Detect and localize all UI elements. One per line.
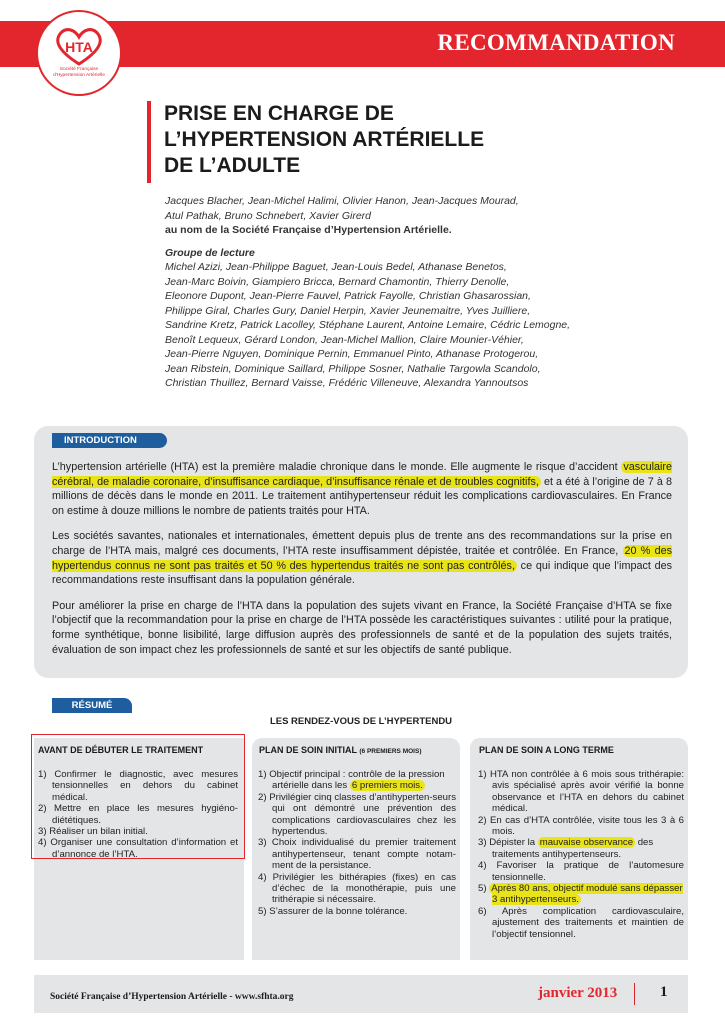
list-item	[258, 769, 456, 792]
recommandation-banner: RECOMMANDATION	[437, 30, 675, 55]
resume-tag: RÉSUMÉ	[52, 698, 132, 713]
col3-item5-number: 5)	[478, 883, 490, 895]
intro-paragraph-3: Pour améliorer la prise en charge de l’HTA dans la population des sujets vivant en France, la Société Française d’HTA se fixe l’objectif que la recommandation pour la prise en charge de l’HTA possède les caractéristiques suivantes : utilité pour la pratique, forme synthétique, bonne lisibilité, large diffusion auprès des professionnels de santé et de la population des sujets traités, évaluation de son impact chez les professionnels de santé et sur les objectifs de santé publique.	[52, 599, 672, 656]
reading-group-line: Philippe Giral, Charles Gury, Daniel Herpin, Xavier Jeunemaitre, Yves Juilliere,	[165, 304, 531, 317]
title-line3: DE L’ADULTE	[164, 154, 301, 177]
col3-item3-text: 3) Dépister la	[478, 837, 538, 849]
introduction-text	[52, 460, 672, 668]
logo-caption-line2: d'Hypertension Artérielle	[53, 72, 105, 78]
heart-icon	[38, 12, 120, 94]
col2-title-main: PLAN DE SOIN INITIAL	[259, 745, 357, 755]
intro-p2-text: Les sociétés savantes, nationales et internationales, émettent depuis plus de trente ans des recommandations sur la prise en charge de l’HTA mais, malgré ces documents, l’HTA reste insuffisamment dépistée, traitée et contrôlée. En France,	[52, 530, 672, 557]
reading-group-line: Jean-Marc Boivin, Giampiero Bricca, Bernard Chamontin, Thierry Denolle,	[165, 275, 510, 288]
title-line1: PRISE EN CHARGE DE	[164, 102, 394, 125]
list-item: 2) Privilégier cinq classes d’antihyperten-seurs qui ont démontré une prévention des complications cardiovasculaires chez les hypertendus.	[258, 791, 456, 838]
footer-divider	[634, 983, 635, 1005]
logo-letters: HTA	[65, 39, 93, 55]
list-item	[478, 883, 684, 906]
intro-p1-text-end: et a été à l’origine de 7 à 8 millions de décès dans le monde en 2011. Le traitement antihypertenseur réduit les complications cardiovasculaires. En France on estime à douze millions le nombre de patients traités pour HTA.	[52, 475, 672, 517]
reading-group-line: Michel Azizi, Jean-Philippe Baguet, Jean-Louis Bedel, Athanase Benetos,	[165, 261, 507, 273]
intro-p1-highlight: vasculaire cérébral, de maladie coronaire, d’insuffisance cardiaque, d’insuffisance rénale et de troubles cognitifs,	[52, 461, 672, 488]
list-item: 2) Mettre en place les mesures hygiéno-diététiques.	[38, 803, 238, 826]
reading-group-line: Jean-Pierre Nguyen, Dominique Pernin, Emmanuel Pinto, Athanase Protogerou,	[165, 348, 539, 360]
col3-item5-highlight: Après 80 ans, objectif modulé sans dépasser 3 antihypertenseurs.	[491, 883, 683, 906]
col2-title	[259, 745, 421, 755]
authors-line2: Atul Pathak, Bruno Schnebert, Xavier Girerd	[165, 209, 372, 222]
col2-list	[258, 769, 456, 917]
list-item: 6) Après complication cardiovasculaire, ajustement des traitements et maintien de l’objectif tensionnel.	[478, 905, 684, 940]
list-item: 5) S’assurer de la bonne tolérance.	[258, 905, 408, 917]
intro-paragraph-2	[52, 529, 672, 587]
list-item: 2) En cas d’HTA contrôlée, visite tous les 3 à 6 mois.	[478, 814, 684, 838]
sfhta-logo	[36, 10, 122, 96]
page-number: 1	[660, 984, 668, 1000]
col2-item1-highlight: 6 premiers mois.	[351, 780, 423, 792]
rendez-vous-title: LES RENDEZ-VOUS DE L’HYPERTENDU	[269, 716, 453, 727]
list-item: 1) HTA non contrôlée à 6 mois sous trithérapie: avis spécialisé après avoir vérifié la bonne observance et l’HTA en dehors du cabinet médical.	[478, 769, 684, 815]
reading-group-line: Jean Ribstein, Dominique Saillard, Philippe Sosner, Nathalie Targowla Scandolo,	[165, 362, 541, 375]
list-item: 1) Confirmer le diagnostic, avec mesures tensionnelles en dehors du cabinet médical.	[38, 769, 238, 803]
list-item: 4) Organiser une consultation d’information et d’annonce de l’HTA.	[38, 837, 238, 860]
reading-group-line: Christian Thuillez, Bernard Vaisse, Frédéric Villeneuve, Alexandra Yannoutsos	[165, 377, 529, 389]
list-item: 3) Choix individualisé du premier traitement antihypertenseur, tenant compte notam-ment de la persistance.	[258, 837, 456, 872]
title-line2: L’HYPERTENSION ARTÉRIELLE	[164, 128, 485, 151]
col3-item3-text-end: des traitements antihypertenseurs.	[492, 837, 654, 860]
list-item: 4) Privilégier les bithérapies (fixes) en cas d’échec de la monothérapie, puis une trithérapie si nécessaire.	[258, 871, 456, 906]
intro-p1-text: L’hypertension artérielle (HTA) est la première maladie chronique dans le monde. Elle augmente le risque d’accident	[52, 461, 622, 473]
reading-group-line: Benoît Lequeux, Gérard London, Jean-Michel Mallion, Claire Mounier-Véhier,	[165, 333, 524, 346]
page-title	[164, 101, 484, 179]
col3-title: PLAN DE SOIN A LONG TERME	[479, 745, 614, 755]
title-accent-bar	[147, 101, 151, 183]
col2-item1-text: 1) Objectif principal : contrôle de la pression artérielle dans les	[258, 769, 445, 792]
list-item: 3) Réaliser un bilan initial.	[38, 826, 148, 838]
col3-list	[478, 769, 684, 940]
footer-society: Société Française d’Hypertension Artérielle - www.sfhta.org	[50, 992, 294, 1002]
authors-block	[165, 194, 685, 391]
list-item	[478, 837, 684, 860]
intro-paragraph-1	[52, 460, 672, 518]
col2-title-small: (6 PREMIERS MOIS)	[359, 748, 422, 755]
col3-item3-highlight: mauvaise observance	[539, 837, 634, 849]
reading-group-line: Sandrine Kretz, Patrick Lacolley, Stéphane Laurent, Antoine Lemaire, Cédric Lemogne,	[165, 319, 571, 331]
col1-list	[38, 769, 238, 860]
footer-date: janvier 2013	[538, 985, 618, 1001]
list-item: 4) Favoriser la pratique de l’automesure tensionnelle.	[478, 860, 684, 883]
authors-affiliation: au nom de la Société Française d’Hypertension Artérielle.	[165, 224, 452, 236]
col1-title: AVANT DE DÉBUTER LE TRAITEMENT	[38, 745, 204, 755]
logo-caption-line1: Société Française	[59, 67, 99, 72]
reading-group-title: Groupe de lecture	[165, 246, 255, 259]
intro-p2-text-end: ce qui indique que l’impact des recommandations reste insuffisant dans la population générale.	[52, 559, 673, 587]
intro-p2-highlight: 20 % des hypertendus connus ne sont pas traités et 50 % des hypertendus traités ne sont pas contrôlés,	[52, 544, 672, 572]
logo-caption	[38, 67, 120, 78]
authors-line1: Jacques Blacher, Jean-Michel Halimi, Olivier Hanon, Jean-Jacques Mourad,	[165, 195, 519, 207]
reading-group-line: Eleonore Dupont, Jean-Pierre Fauvel, Patrick Fayolle, Christian Ghasarossian,	[165, 290, 531, 302]
introduction-tag: INTRODUCTION	[52, 433, 167, 448]
